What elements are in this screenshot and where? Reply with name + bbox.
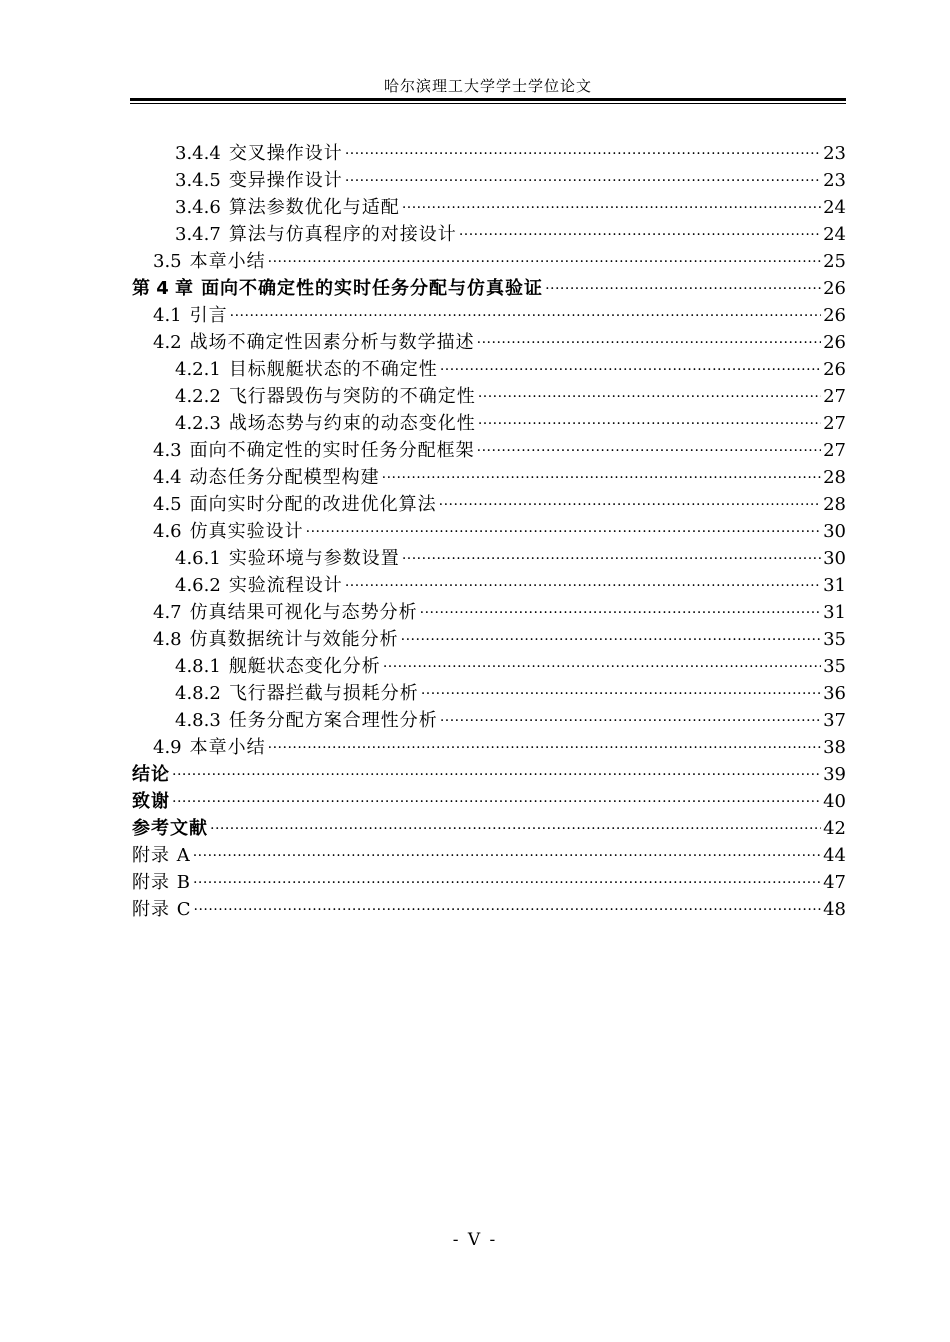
- toc-entry[interactable]: [132, 834, 846, 866]
- toc-entry-number: 4.8.3: [175, 710, 221, 731]
- toc-entry-title: 舰艇状态变化分析: [228, 656, 381, 677]
- toc-entry-title: 实验流程设计: [228, 575, 343, 596]
- toc-entry-number: 4.1: [153, 305, 182, 326]
- toc-entry-title: 实验环境与参数设置: [228, 548, 400, 569]
- toc-entry-number: 4.2.1: [175, 359, 221, 380]
- toc-entry-page: 30: [823, 521, 846, 542]
- toc-entry-title: 面向实时分配的改进优化算法: [189, 494, 437, 515]
- toc-entry-page: 44: [823, 845, 846, 866]
- toc-dot-leader: [477, 429, 821, 456]
- toc-dot-leader: [193, 834, 821, 861]
- toc-dot-leader: [459, 213, 821, 240]
- toc-entry-page: 25: [823, 251, 846, 272]
- toc-entry-number: 4.8: [153, 629, 182, 650]
- toc-entry-title: 飞行器拦截与损耗分析: [228, 683, 419, 704]
- toc-entry-title: 算法参数优化与适配: [228, 197, 400, 218]
- toc-dot-leader: [478, 375, 821, 402]
- toc-entry-number: 4.9: [153, 737, 182, 758]
- toc-entry-title: 参考文献: [132, 818, 208, 839]
- toc-dot-leader: [545, 267, 821, 294]
- toc-entry-page: 27: [823, 386, 846, 407]
- toc-entry-number: 3.4.4: [175, 143, 221, 164]
- toc-entry-page: 48: [823, 899, 846, 920]
- toc-entry-number: 3.5: [153, 251, 182, 272]
- toc-entry-number: 4.2.3: [175, 413, 221, 434]
- toc-dot-leader: [345, 564, 821, 591]
- toc-entry-number: 4.2: [153, 332, 182, 353]
- toc-entry[interactable]: [132, 321, 846, 353]
- toc-entry-number: 4.6: [153, 521, 182, 542]
- toc-entry-title: 致谢: [132, 791, 170, 812]
- toc-dot-leader: [478, 402, 821, 429]
- toc-entry-title: 引言: [189, 305, 228, 326]
- toc-entry-number: 3.4.5: [175, 170, 221, 191]
- toc-entry-title: 飞行器毁伤与突防的不确定性: [228, 386, 476, 407]
- toc-entry-page: 38: [823, 737, 846, 758]
- toc-dot-leader: [382, 456, 821, 483]
- toc-entry-number: 4.7: [153, 602, 182, 623]
- toc-entry-number: 3.4.6: [175, 197, 221, 218]
- toc-entry-title: 动态任务分配模型构建: [189, 467, 380, 488]
- toc-entry-page: 26: [823, 305, 846, 326]
- page-number: - V -: [452, 1230, 498, 1250]
- toc-entry[interactable]: [132, 294, 846, 326]
- toc-entry-title: 附录 A: [132, 845, 191, 866]
- toc-entry-number: 4.6.1: [175, 548, 221, 569]
- toc-entry-title: 附录 C: [132, 899, 192, 920]
- toc-entry-page: 37: [823, 710, 846, 731]
- toc-entry[interactable]: [132, 807, 846, 839]
- toc-entry[interactable]: [132, 780, 846, 812]
- toc-dot-leader: [172, 780, 821, 807]
- toc-dot-leader: [383, 645, 821, 672]
- toc-dot-leader: [172, 753, 821, 780]
- toc-entry-number: 4.4: [153, 467, 182, 488]
- toc-entry-title: 战场态势与约束的动态变化性: [228, 413, 476, 434]
- toc-dot-leader: [194, 888, 822, 915]
- running-header: 哈尔滨理工大学学士学位论文: [383, 77, 592, 95]
- toc-entry-number: 4.6.2: [175, 575, 221, 596]
- toc-dot-leader: [268, 240, 821, 267]
- toc-entry-number: 4.8.2: [175, 683, 221, 704]
- toc-entry-page: 28: [823, 467, 846, 488]
- toc-entry-number: 4.2.2: [175, 386, 221, 407]
- toc-entry-title: 仿真实验设计: [189, 521, 304, 542]
- toc-entry-page: 40: [823, 791, 846, 812]
- toc-dot-leader: [401, 618, 821, 645]
- toc-dot-leader: [210, 807, 821, 834]
- toc-entry-page: 23: [823, 170, 846, 191]
- toc-dot-leader: [440, 699, 821, 726]
- toc-entry[interactable]: [132, 861, 846, 893]
- toc-entry-page: 24: [823, 224, 846, 245]
- toc-entry-title: 仿真结果可视化与态势分析: [189, 602, 418, 623]
- toc-entry-page: 31: [823, 575, 846, 596]
- toc-entry-page: 26: [823, 332, 846, 353]
- table-of-contents: [132, 132, 846, 920]
- toc-entry-page: 31: [823, 602, 846, 623]
- header-rule-thick: [130, 98, 846, 101]
- toc-entry-page: 23: [823, 143, 846, 164]
- toc-entry-title: 算法与仿真程序的对接设计: [228, 224, 457, 245]
- toc-dot-leader: [268, 726, 821, 753]
- toc-entry-page: 26: [823, 359, 846, 380]
- toc-entry-title: 本章小结: [189, 251, 266, 272]
- header-rule-thin: [130, 103, 846, 104]
- toc-entry-page: 27: [823, 413, 846, 434]
- toc-dot-leader: [420, 591, 821, 618]
- toc-entry-title: 变异操作设计: [228, 170, 343, 191]
- toc-entry[interactable]: [132, 888, 846, 920]
- toc-dot-leader: [306, 510, 821, 537]
- toc-entry-title: 面向不确定性的实时任务分配与仿真验证: [201, 278, 544, 299]
- toc-entry-page: 35: [823, 656, 846, 677]
- toc-dot-leader: [402, 537, 821, 564]
- toc-entry-title: 交叉操作设计: [228, 143, 343, 164]
- toc-entry-page: 30: [823, 548, 846, 569]
- toc-entry-page: 42: [823, 818, 846, 839]
- toc-dot-leader: [193, 861, 821, 888]
- toc-entry-page: 35: [823, 629, 846, 650]
- toc-entry-title: 目标舰艇状态的不确定性: [228, 359, 438, 380]
- toc-entry-number: 4.5: [153, 494, 182, 515]
- toc-entry-number: 4.8.1: [175, 656, 221, 677]
- toc-entry-number: 4.3: [153, 440, 182, 461]
- toc-entry-title: 仿真数据统计与效能分析: [189, 629, 399, 650]
- toc-entry-title: 任务分配方案合理性分析: [228, 710, 438, 731]
- toc-entry-page: 27: [823, 440, 846, 461]
- toc-entry[interactable]: [132, 132, 846, 164]
- toc-dot-leader: [440, 348, 821, 375]
- toc-entry-page: 39: [823, 764, 846, 785]
- toc-dot-leader: [402, 186, 821, 213]
- toc-dot-leader: [345, 159, 821, 186]
- toc-entry-title: 本章小结: [189, 737, 266, 758]
- toc-entry-page: 24: [823, 197, 846, 218]
- toc-dot-leader: [345, 132, 821, 159]
- toc-entry[interactable]: [132, 753, 846, 785]
- toc-entry-title: 面向不确定性的实时任务分配框架: [189, 440, 475, 461]
- toc-dot-leader: [477, 321, 821, 348]
- toc-dot-leader: [439, 483, 821, 510]
- toc-entry-page: 26: [823, 278, 846, 299]
- toc-entry-page: 36: [823, 683, 846, 704]
- toc-entry-title: 结论: [132, 764, 170, 785]
- toc-entry-title: 战场不确定性因素分析与数学描述: [189, 332, 475, 353]
- toc-entry-page: 28: [823, 494, 846, 515]
- toc-entry-title: 附录 B: [132, 872, 191, 893]
- toc-dot-leader: [230, 294, 821, 321]
- toc-dot-leader: [421, 672, 821, 699]
- toc-entry-number: 第 4 章: [132, 278, 194, 299]
- toc-entry-number: 3.4.7: [175, 224, 221, 245]
- toc-entry-page: 47: [823, 872, 846, 893]
